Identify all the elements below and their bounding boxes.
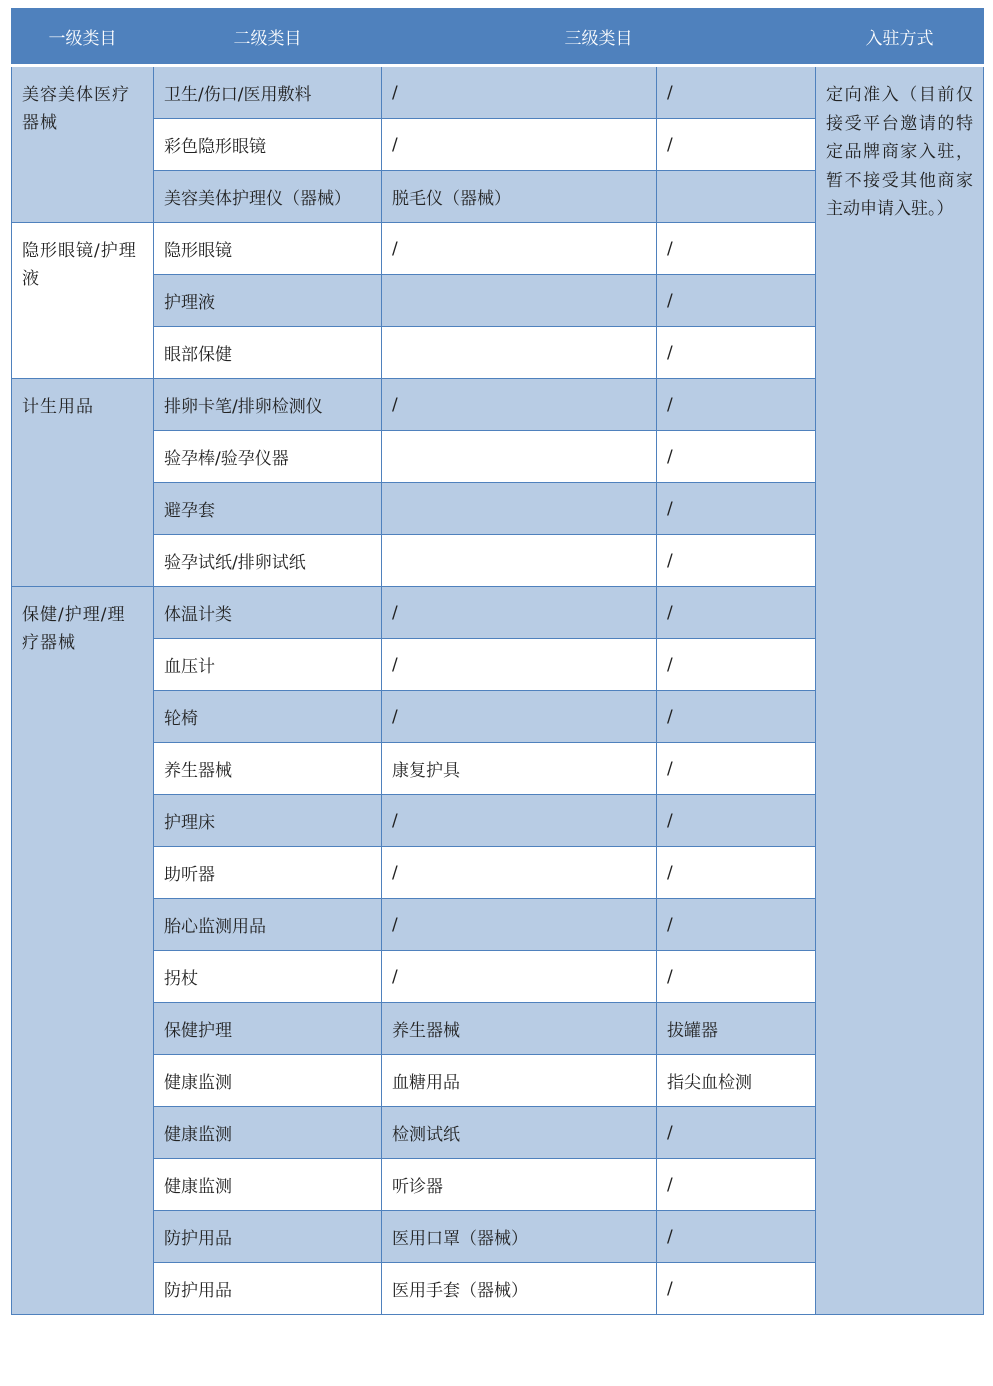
header-level2: 二级类目	[154, 9, 382, 66]
level3-category: /	[382, 795, 657, 847]
level3-category	[382, 535, 657, 587]
level2-category: 卫生/伤口/医用敷料	[154, 66, 382, 119]
level2-category: 美容美体护理仪（器械）	[154, 171, 382, 223]
level3-category: 医用口罩（器械）	[382, 1211, 657, 1263]
level4-category: /	[657, 535, 816, 587]
level4-category: /	[657, 483, 816, 535]
level3-category: /	[382, 639, 657, 691]
level1-category: 美容美体医疗器械	[12, 66, 154, 223]
level4-category: /	[657, 1107, 816, 1159]
level4-category: /	[657, 639, 816, 691]
level1-category: 保健/护理/理疗器械	[12, 587, 154, 1315]
level4-category: /	[657, 327, 816, 379]
level3-category: 养生器械	[382, 1003, 657, 1055]
level2-category: 体温计类	[154, 587, 382, 639]
level2-category: 避孕套	[154, 483, 382, 535]
level2-category: 护理床	[154, 795, 382, 847]
header-level3: 三级类目	[382, 9, 816, 66]
level2-category: 健康监测	[154, 1159, 382, 1211]
level3-category	[382, 275, 657, 327]
level4-category: /	[657, 275, 816, 327]
level4-category: /	[657, 1159, 816, 1211]
level3-category: /	[382, 223, 657, 275]
level4-category: /	[657, 1211, 816, 1263]
level2-category: 隐形眼镜	[154, 223, 382, 275]
category-table	[11, 8, 984, 1315]
level2-category: 保健护理	[154, 1003, 382, 1055]
level4-category: /	[657, 379, 816, 431]
level2-category: 血压计	[154, 639, 382, 691]
level3-category: /	[382, 379, 657, 431]
level2-category: 健康监测	[154, 1107, 382, 1159]
level3-category: /	[382, 847, 657, 899]
table-body	[12, 66, 984, 1315]
level4-category: /	[657, 431, 816, 483]
level4-category: /	[657, 795, 816, 847]
level2-category: 助听器	[154, 847, 382, 899]
level2-category: 眼部保健	[154, 327, 382, 379]
level2-category: 养生器械	[154, 743, 382, 795]
level2-category: 护理液	[154, 275, 382, 327]
header-row	[12, 9, 984, 66]
level4-category: /	[657, 899, 816, 951]
level2-category: 验孕棒/验孕仪器	[154, 431, 382, 483]
level2-category: 防护用品	[154, 1211, 382, 1263]
level4-category: /	[657, 951, 816, 1003]
level3-category: 脱毛仪（器械）	[382, 171, 657, 223]
level4-category: /	[657, 587, 816, 639]
level3-category: 检测试纸	[382, 1107, 657, 1159]
level2-category: 拐杖	[154, 951, 382, 1003]
level3-category: /	[382, 66, 657, 119]
level3-category: 医用手套（器械）	[382, 1263, 657, 1315]
level3-category	[382, 327, 657, 379]
level4-category: /	[657, 1263, 816, 1315]
level2-category: 轮椅	[154, 691, 382, 743]
level3-category: /	[382, 691, 657, 743]
level3-category: /	[382, 587, 657, 639]
level2-category: 防护用品	[154, 1263, 382, 1315]
level2-category: 胎心监测用品	[154, 899, 382, 951]
level3-category	[382, 483, 657, 535]
level2-category: 验孕试纸/排卵试纸	[154, 535, 382, 587]
level4-category: /	[657, 223, 816, 275]
level1-category: 计生用品	[12, 379, 154, 587]
level4-category	[657, 171, 816, 223]
level3-category: /	[382, 119, 657, 171]
level3-category: /	[382, 951, 657, 1003]
level3-category: 康复护具	[382, 743, 657, 795]
table-row	[12, 66, 984, 119]
header-level1: 一级类目	[12, 9, 154, 66]
level3-category: 血糖用品	[382, 1055, 657, 1107]
level2-category: 健康监测	[154, 1055, 382, 1107]
level3-category	[382, 431, 657, 483]
level4-category: /	[657, 691, 816, 743]
level2-category: 彩色隐形眼镜	[154, 119, 382, 171]
level2-category: 排卵卡笔/排卵检测仪	[154, 379, 382, 431]
level4-category: /	[657, 743, 816, 795]
level4-category: /	[657, 66, 816, 119]
level4-category: 指尖血检测	[657, 1055, 816, 1107]
level4-category: /	[657, 119, 816, 171]
level3-category: /	[382, 899, 657, 951]
level4-category: /	[657, 847, 816, 899]
entry-mode-cell: 定向准入（目前仅接受平台邀请的特定品牌商家入驻，暂不接受其他商家主动申请入驻。）	[816, 66, 984, 1315]
header-entry-mode: 入驻方式	[816, 9, 984, 66]
level4-category: 拔罐器	[657, 1003, 816, 1055]
level3-category: 听诊器	[382, 1159, 657, 1211]
level1-category: 隐形眼镜/护理液	[12, 223, 154, 379]
